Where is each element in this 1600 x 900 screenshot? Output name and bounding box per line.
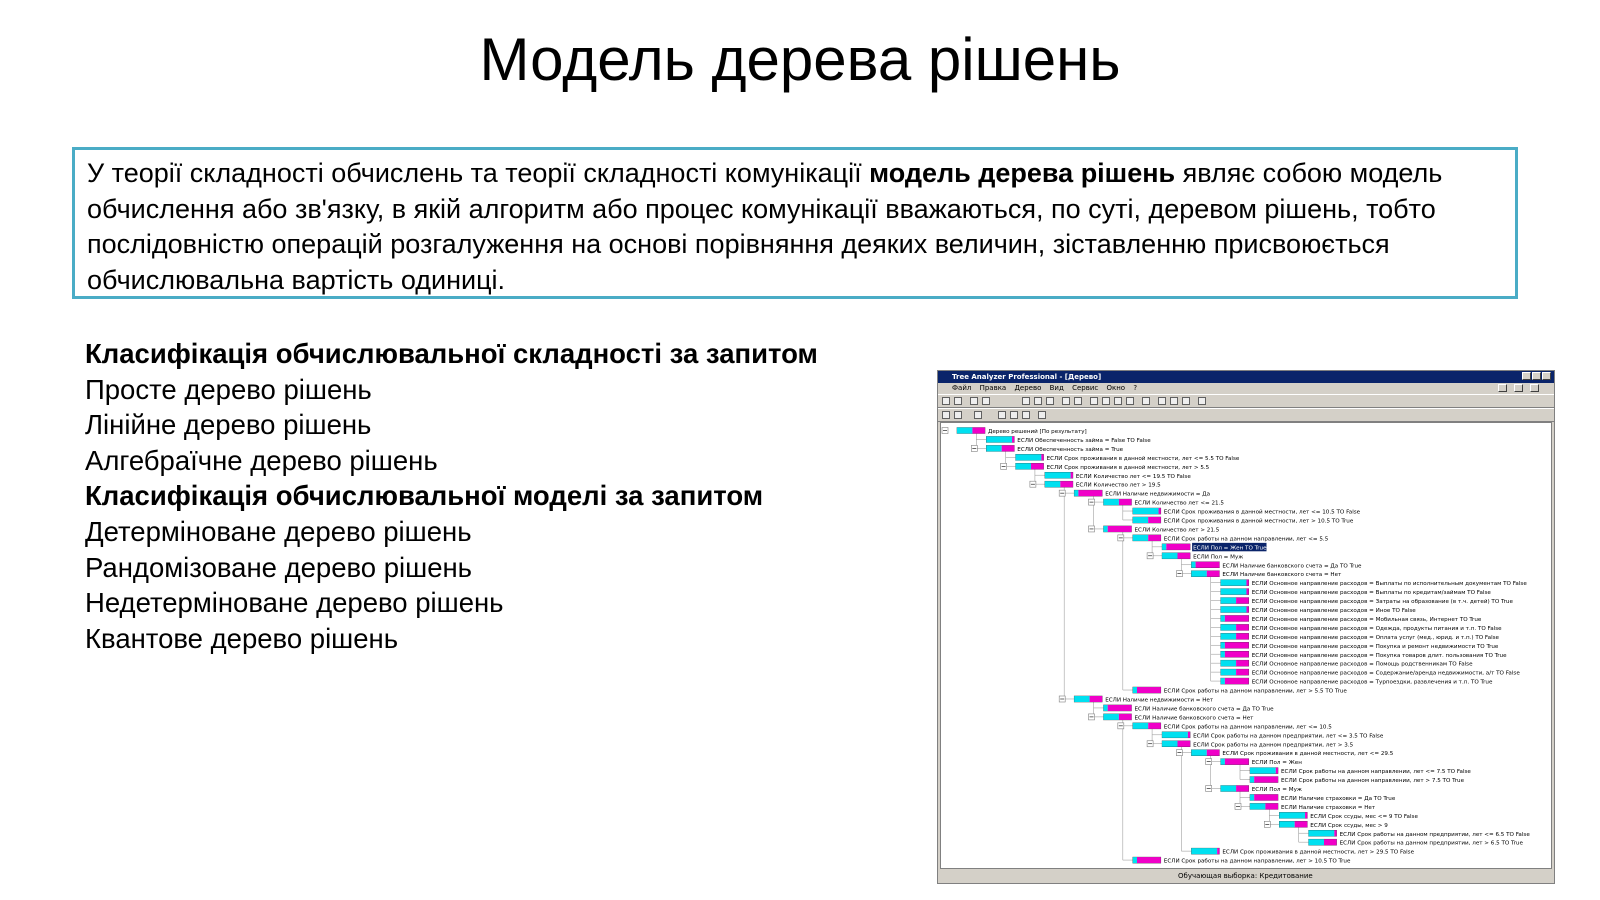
bar-magenta <box>1246 580 1248 586</box>
bar-magenta <box>1295 821 1308 827</box>
bar-cyan <box>1016 463 1031 469</box>
tool-icon[interactable] <box>1126 397 1134 405</box>
bar-magenta <box>1236 786 1249 792</box>
tool-icon[interactable] <box>1114 397 1122 405</box>
bar-cyan <box>1279 821 1294 827</box>
tree-node-label[interactable]: ЕСЛИ Срок работы на данном направлении, лет <= 10.5 <box>1163 724 1332 731</box>
maximize-button[interactable] <box>1532 372 1541 380</box>
toolbar-2 <box>938 408 1554 422</box>
info-icon[interactable] <box>1046 397 1054 405</box>
menu-item-view[interactable]: Вид <box>1049 384 1064 392</box>
bar-magenta <box>1236 624 1249 630</box>
status-text: Обучающая выборка: Кредитование <box>1178 872 1313 880</box>
bar-magenta <box>1236 660 1249 666</box>
bar-magenta <box>1334 830 1336 836</box>
bar-cyan <box>1104 499 1119 505</box>
bar-cyan <box>1221 589 1247 595</box>
tree-node-label[interactable]: ЕСЛИ Срок проживания в данной местности, лет > 29.5 ТО False <box>1222 849 1415 856</box>
bar-cyan <box>1104 705 1108 711</box>
bar-magenta <box>1166 544 1190 550</box>
bar-cyan <box>1309 839 1324 845</box>
tree-node-label[interactable]: ЕСЛИ Срок проживания в данной местности, лет <= 5.5 ТО False <box>1046 455 1240 462</box>
tree-node-label[interactable]: ЕСЛИ Срок проживания в данной местности, лет <= 10.5 ТО False <box>1163 509 1361 516</box>
tree-node-label[interactable]: ЕСЛИ Срок работы на данном предприятии, лет <= 6.5 ТО False <box>1339 831 1530 838</box>
bar-cyan <box>957 428 972 434</box>
bar-magenta <box>1225 615 1249 621</box>
menu-item-file[interactable]: Файл <box>952 384 972 392</box>
cut-icon[interactable] <box>1090 397 1098 405</box>
bar-cyan <box>1104 714 1119 720</box>
bar-magenta <box>1178 741 1191 747</box>
minimize-button[interactable] <box>1522 372 1531 380</box>
tool-icon[interactable] <box>1074 397 1082 405</box>
tree-node-label[interactable]: ЕСЛИ Обеспеченность займа = False ТО False <box>1017 437 1151 444</box>
definition-text-start: У теорії складності обчислень та теорії складності комунікації <box>87 158 870 188</box>
bar-cyan <box>1221 678 1225 684</box>
close-button[interactable] <box>1542 372 1551 380</box>
tree-node-label[interactable]: ЕСЛИ Срок ссуды, мес > 9 <box>1310 822 1388 829</box>
tool-icon[interactable] <box>942 411 950 419</box>
bar-cyan <box>1221 786 1236 792</box>
tool-icon[interactable] <box>1170 397 1178 405</box>
bar-cyan <box>1133 723 1148 729</box>
status-bar <box>940 870 1552 882</box>
classification-lists <box>85 336 818 656</box>
open-icon[interactable] <box>954 397 962 405</box>
bar-magenta <box>1276 768 1278 774</box>
bar-magenta <box>1071 472 1073 478</box>
menu-item-edit[interactable]: Правка <box>979 384 1007 392</box>
tree-node-label[interactable]: ЕСЛИ Основное направление расходов = Затраты на образование (в т.ч. детей) ТО True <box>1251 599 1513 606</box>
bar-cyan <box>1221 651 1225 657</box>
bar-magenta <box>1217 848 1219 854</box>
bar-cyan <box>1191 750 1206 756</box>
bar-cyan <box>1221 615 1225 621</box>
bar-cyan <box>1162 732 1188 738</box>
bar-magenta <box>1246 607 1248 613</box>
bar-magenta <box>1324 839 1337 845</box>
tree-node-label[interactable]: ЕСЛИ Пол = Жен ТО True <box>1193 545 1267 552</box>
bar-magenta <box>1236 598 1249 604</box>
menu-bar <box>938 383 1554 394</box>
bar-magenta <box>1148 723 1161 729</box>
bar-magenta <box>1225 651 1249 657</box>
tree-node-label[interactable]: ЕСЛИ Основное направление расходов = Помощь родственникам ТО False <box>1251 661 1473 668</box>
bar-cyan <box>1221 642 1225 648</box>
bar-cyan <box>1221 660 1236 666</box>
window-title-bar <box>938 371 1554 383</box>
list-item: Алгебраїчне дерево рішень <box>85 444 438 476</box>
definition-box <box>72 147 1518 299</box>
tree-node-label[interactable]: ЕСЛИ Основное направление расходов = Оплата услуг (мед., юрид. и т.п.) ТО False <box>1251 634 1499 641</box>
tree-node-label[interactable]: ЕСЛИ Срок работы на данном предприятии, лет > 6.5 ТО True <box>1339 840 1523 847</box>
bar-magenta <box>1225 642 1249 648</box>
bar-magenta <box>1041 454 1043 460</box>
bar-magenta <box>1207 571 1220 577</box>
tree-node-label[interactable]: ЕСЛИ Срок работы на данном предприятии, лет <= 3.5 ТО False <box>1193 733 1384 740</box>
child-minimize-button[interactable] <box>1498 384 1507 392</box>
tree-node-label[interactable]: ЕСЛИ Наличие банковского счета = Да ТО True <box>1134 706 1274 713</box>
bar-cyan <box>1191 848 1217 854</box>
list-heading: Класифікація обчислювальної моделі за запитом <box>85 480 764 512</box>
bar-magenta <box>1159 508 1161 514</box>
bar-cyan <box>1133 508 1159 514</box>
tree-node-label[interactable]: ЕСЛИ Срок работы на данном направлении, лет > 7.5 ТО True <box>1281 778 1465 785</box>
bar-cyan <box>1133 535 1148 541</box>
bar-cyan <box>1191 571 1206 577</box>
chart-icon[interactable] <box>1010 411 1018 419</box>
tree-node-label[interactable]: ЕСЛИ Количество лет > 19.5 <box>1075 482 1161 489</box>
child-maximize-button[interactable] <box>1514 384 1523 392</box>
copy-icon[interactable] <box>1102 397 1110 405</box>
bar-magenta <box>1137 857 1161 863</box>
bar-magenta <box>1002 445 1015 451</box>
bar-cyan <box>1279 812 1305 818</box>
bar-cyan <box>1133 517 1148 523</box>
tree-node-label[interactable]: ЕСЛИ Пол = Муж <box>1193 554 1244 561</box>
bar-magenta <box>1119 499 1132 505</box>
bar-cyan <box>1250 777 1254 783</box>
bar-magenta <box>1108 705 1132 711</box>
bar-cyan <box>1250 768 1276 774</box>
tool-icon[interactable] <box>1062 397 1070 405</box>
bar-cyan <box>1221 633 1236 639</box>
print-icon[interactable] <box>982 397 990 405</box>
tree-node-label[interactable]: ЕСЛИ Основное направление расходов = Покупка и ремонт недвижимости ТО True <box>1251 643 1499 650</box>
bar-magenta <box>1236 669 1249 675</box>
tree-node-label[interactable]: ЕСЛИ Основное направление расходов = Выплаты по исполнительным документам ТО False <box>1251 581 1527 588</box>
list-heading: Класифікація обчислювальної складності за запитом <box>85 338 818 369</box>
tree-analyzer-screenshot <box>937 370 1555 884</box>
tree-node-label[interactable]: ЕСЛИ Основное направление расходов = Одежда, продукты питания и т.п. ТО False <box>1251 625 1502 632</box>
tree-node-label[interactable]: ЕСЛИ Срок ссуды, мес <= 9 ТО False <box>1310 813 1418 820</box>
tool-icon[interactable] <box>1022 411 1030 419</box>
page-title: Модель дерева рішень <box>479 26 1121 93</box>
menu-item-window[interactable]: Окно <box>1106 384 1126 392</box>
menu-item-tree[interactable]: Дерево <box>1014 384 1042 392</box>
bar-magenta <box>1196 562 1220 568</box>
bar-cyan <box>1309 830 1335 836</box>
bar-magenta <box>1031 463 1044 469</box>
window-title: Tree Analyzer Professional - [Дерево] <box>952 373 1102 381</box>
tree-node-label[interactable]: ЕСЛИ Срок работы на данном направлении, лет > 5.5 ТО True <box>1163 688 1347 695</box>
tree-node-label[interactable]: ЕСЛИ Срок проживания в данной местности, лет > 5.5 <box>1046 464 1210 471</box>
tool-icon[interactable] <box>1182 397 1190 405</box>
tool-icon[interactable] <box>954 411 962 419</box>
definition-bold-term: модель дерева рішень <box>869 158 1176 188</box>
bar-cyan <box>1162 553 1177 559</box>
tree-node-label[interactable]: ЕСЛИ Основное направление расходов = Содержание/аренда недвижимости, а/т ТО False <box>1251 670 1520 677</box>
tool-icon[interactable] <box>1198 397 1206 405</box>
tree-node-label[interactable]: ЕСЛИ Основное направление расходов = Покупка товаров длит. пользования ТО True <box>1251 652 1507 659</box>
bar-cyan <box>1104 526 1108 532</box>
bar-cyan <box>986 445 1001 451</box>
bar-cyan <box>1162 544 1166 550</box>
toolbar-1 <box>938 394 1554 408</box>
tree-node-label[interactable]: ЕСЛИ Количество лет <= 21.5 <box>1134 500 1224 507</box>
list-item: Лінійне дерево рішень <box>85 409 372 441</box>
save-icon[interactable] <box>970 397 978 405</box>
bar-magenta <box>1188 732 1190 738</box>
bar-cyan <box>1074 490 1078 496</box>
decision-tree-view <box>940 422 1552 869</box>
tree-node-label[interactable]: ЕСЛИ Основное направление расходов = Иное ТО False <box>1251 608 1416 614</box>
list-item: Детерміноване дерево рішень <box>85 515 472 547</box>
tool-icon[interactable] <box>998 411 1006 419</box>
bar-magenta <box>1254 794 1278 800</box>
tool-icon[interactable] <box>1142 397 1150 405</box>
bar-magenta <box>1119 714 1132 720</box>
tree-node-label[interactable]: ЕСЛИ Основное направление расходов = Турпоездки, развлечения и т.п. ТО True <box>1251 679 1493 686</box>
bar-cyan <box>1221 607 1247 613</box>
bar-cyan <box>1221 598 1236 604</box>
bar-cyan <box>1045 481 1060 487</box>
tree-node-label[interactable]: ЕСЛИ Срок проживания в данной местности, лет <= 29.5 <box>1222 751 1394 758</box>
bar-cyan <box>1074 696 1089 702</box>
new-icon[interactable] <box>942 397 950 405</box>
tree-node-label[interactable]: ЕСЛИ Обеспеченность займа = True <box>1017 446 1124 453</box>
tool-icon[interactable] <box>1034 397 1042 405</box>
bar-cyan <box>1221 759 1225 765</box>
child-close-button[interactable] <box>1530 384 1539 392</box>
bar-magenta <box>972 428 985 434</box>
tree-node-label[interactable]: ЕСЛИ Пол = Жен <box>1251 760 1302 767</box>
tree-node-label[interactable]: ЕСЛИ Срок работы на данном направлении, лет <= 7.5 ТО False <box>1281 769 1471 776</box>
bar-cyan <box>1045 472 1071 478</box>
tool-icon[interactable] <box>974 411 982 419</box>
bar-cyan <box>1191 562 1195 568</box>
tree-node-label[interactable]: ЕСЛИ Срок работы на данном направлении, лет > 10.5 ТО True <box>1163 858 1351 865</box>
menu-item-service[interactable]: Сервис <box>1072 384 1099 392</box>
list-item: Квантове дерево рішень <box>85 622 399 654</box>
bar-magenta <box>1254 777 1278 783</box>
bar-magenta <box>1225 759 1249 765</box>
bar-cyan <box>1221 624 1236 630</box>
tree-node-label[interactable]: ЕСЛИ Срок проживания в данной местности, лет > 10.5 ТО True <box>1163 518 1354 525</box>
definition-text-end: являє собою модель обчислення або зв'язку, в якій алгоритм або процес комунікації вважаються, по суті, деревом рішень, тобто послідовністю операцій розгалуження на основі порівняння деяких величин, зіставленню присвоюється обчислювальна вартість одиниці. <box>87 158 1443 295</box>
bar-cyan <box>1250 794 1254 800</box>
tree-node-label[interactable]: ЕСЛИ Основное направление расходов = Выплаты по кредитам/займам ТО False <box>1251 590 1491 597</box>
tree-node-label[interactable]: ЕСЛИ Наличие страховки = Нет <box>1281 804 1376 811</box>
bar-magenta <box>1265 803 1278 809</box>
bar-cyan <box>986 436 1012 442</box>
bar-magenta <box>1148 517 1161 523</box>
bar-magenta <box>1137 687 1161 693</box>
tree-node-label[interactable]: ЕСЛИ Наличие страховки = Да ТО True <box>1281 795 1396 802</box>
bar-magenta <box>1236 633 1249 639</box>
bar-magenta <box>1305 812 1307 818</box>
bar-magenta <box>1178 553 1191 559</box>
bar-cyan <box>1250 803 1265 809</box>
bar-magenta <box>1012 436 1014 442</box>
tree-node-label[interactable]: Дерево решений [По результату] <box>988 429 1087 435</box>
list-item: Просте дерево рішень <box>85 373 372 405</box>
tree-node-label[interactable]: ЕСЛИ Наличие недвижимости = Да <box>1105 491 1211 498</box>
list-item: Недетерміноване дерево рішень <box>85 587 504 619</box>
tree-node-label[interactable]: ЕСЛИ Наличие банковского счета = Да ТО True <box>1222 563 1362 570</box>
tree-node-label[interactable]: ЕСЛИ Количество лет > 21.5 <box>1134 527 1220 534</box>
list-item: Рандомізоване дерево рішень <box>85 551 473 583</box>
bar-cyan <box>1162 741 1177 747</box>
bar-magenta <box>1225 678 1249 684</box>
tree-node-label[interactable]: ЕСЛИ Пол = Муж <box>1251 787 1302 793</box>
tool-icon[interactable] <box>1158 397 1166 405</box>
tree-node-label[interactable]: ЕСЛИ Количество лет <= 19.5 ТО False <box>1075 473 1191 480</box>
tree-node-label[interactable]: ЕСЛИ Срок работы на данном направлении, лет <= 5.5 <box>1163 536 1329 543</box>
tree-node-label[interactable]: ЕСЛИ Наличие банковского счета = Нет <box>1134 715 1254 722</box>
tree-node-label[interactable]: ЕСЛИ Основное направление расходов = Мобильная связь, Интернет ТО True <box>1251 616 1482 623</box>
tree-node-label[interactable]: ЕСЛИ Наличие недвижимости = Нет <box>1105 697 1214 704</box>
bar-magenta <box>1207 750 1220 756</box>
bar-cyan <box>1133 687 1137 693</box>
bar-magenta <box>1246 589 1248 595</box>
tree-node-label[interactable]: ЕСЛИ Наличие банковского счета = Нет <box>1222 572 1342 579</box>
menu-item-help[interactable]: ? <box>1133 384 1138 392</box>
bar-magenta <box>1108 526 1132 532</box>
tool-icon[interactable] <box>1038 411 1046 419</box>
bar-magenta <box>1060 481 1073 487</box>
bar-magenta <box>1148 535 1161 541</box>
bar-magenta <box>1090 696 1103 702</box>
bar-magenta <box>1078 490 1102 496</box>
bar-cyan <box>1133 857 1137 863</box>
tool-icon[interactable] <box>1022 397 1030 405</box>
bar-cyan <box>1016 454 1042 460</box>
tree-node-label[interactable]: ЕСЛИ Срок работы на данном предприятии, лет > 3.5 <box>1193 742 1354 749</box>
bar-cyan <box>1221 669 1236 675</box>
bar-cyan <box>1221 580 1247 586</box>
